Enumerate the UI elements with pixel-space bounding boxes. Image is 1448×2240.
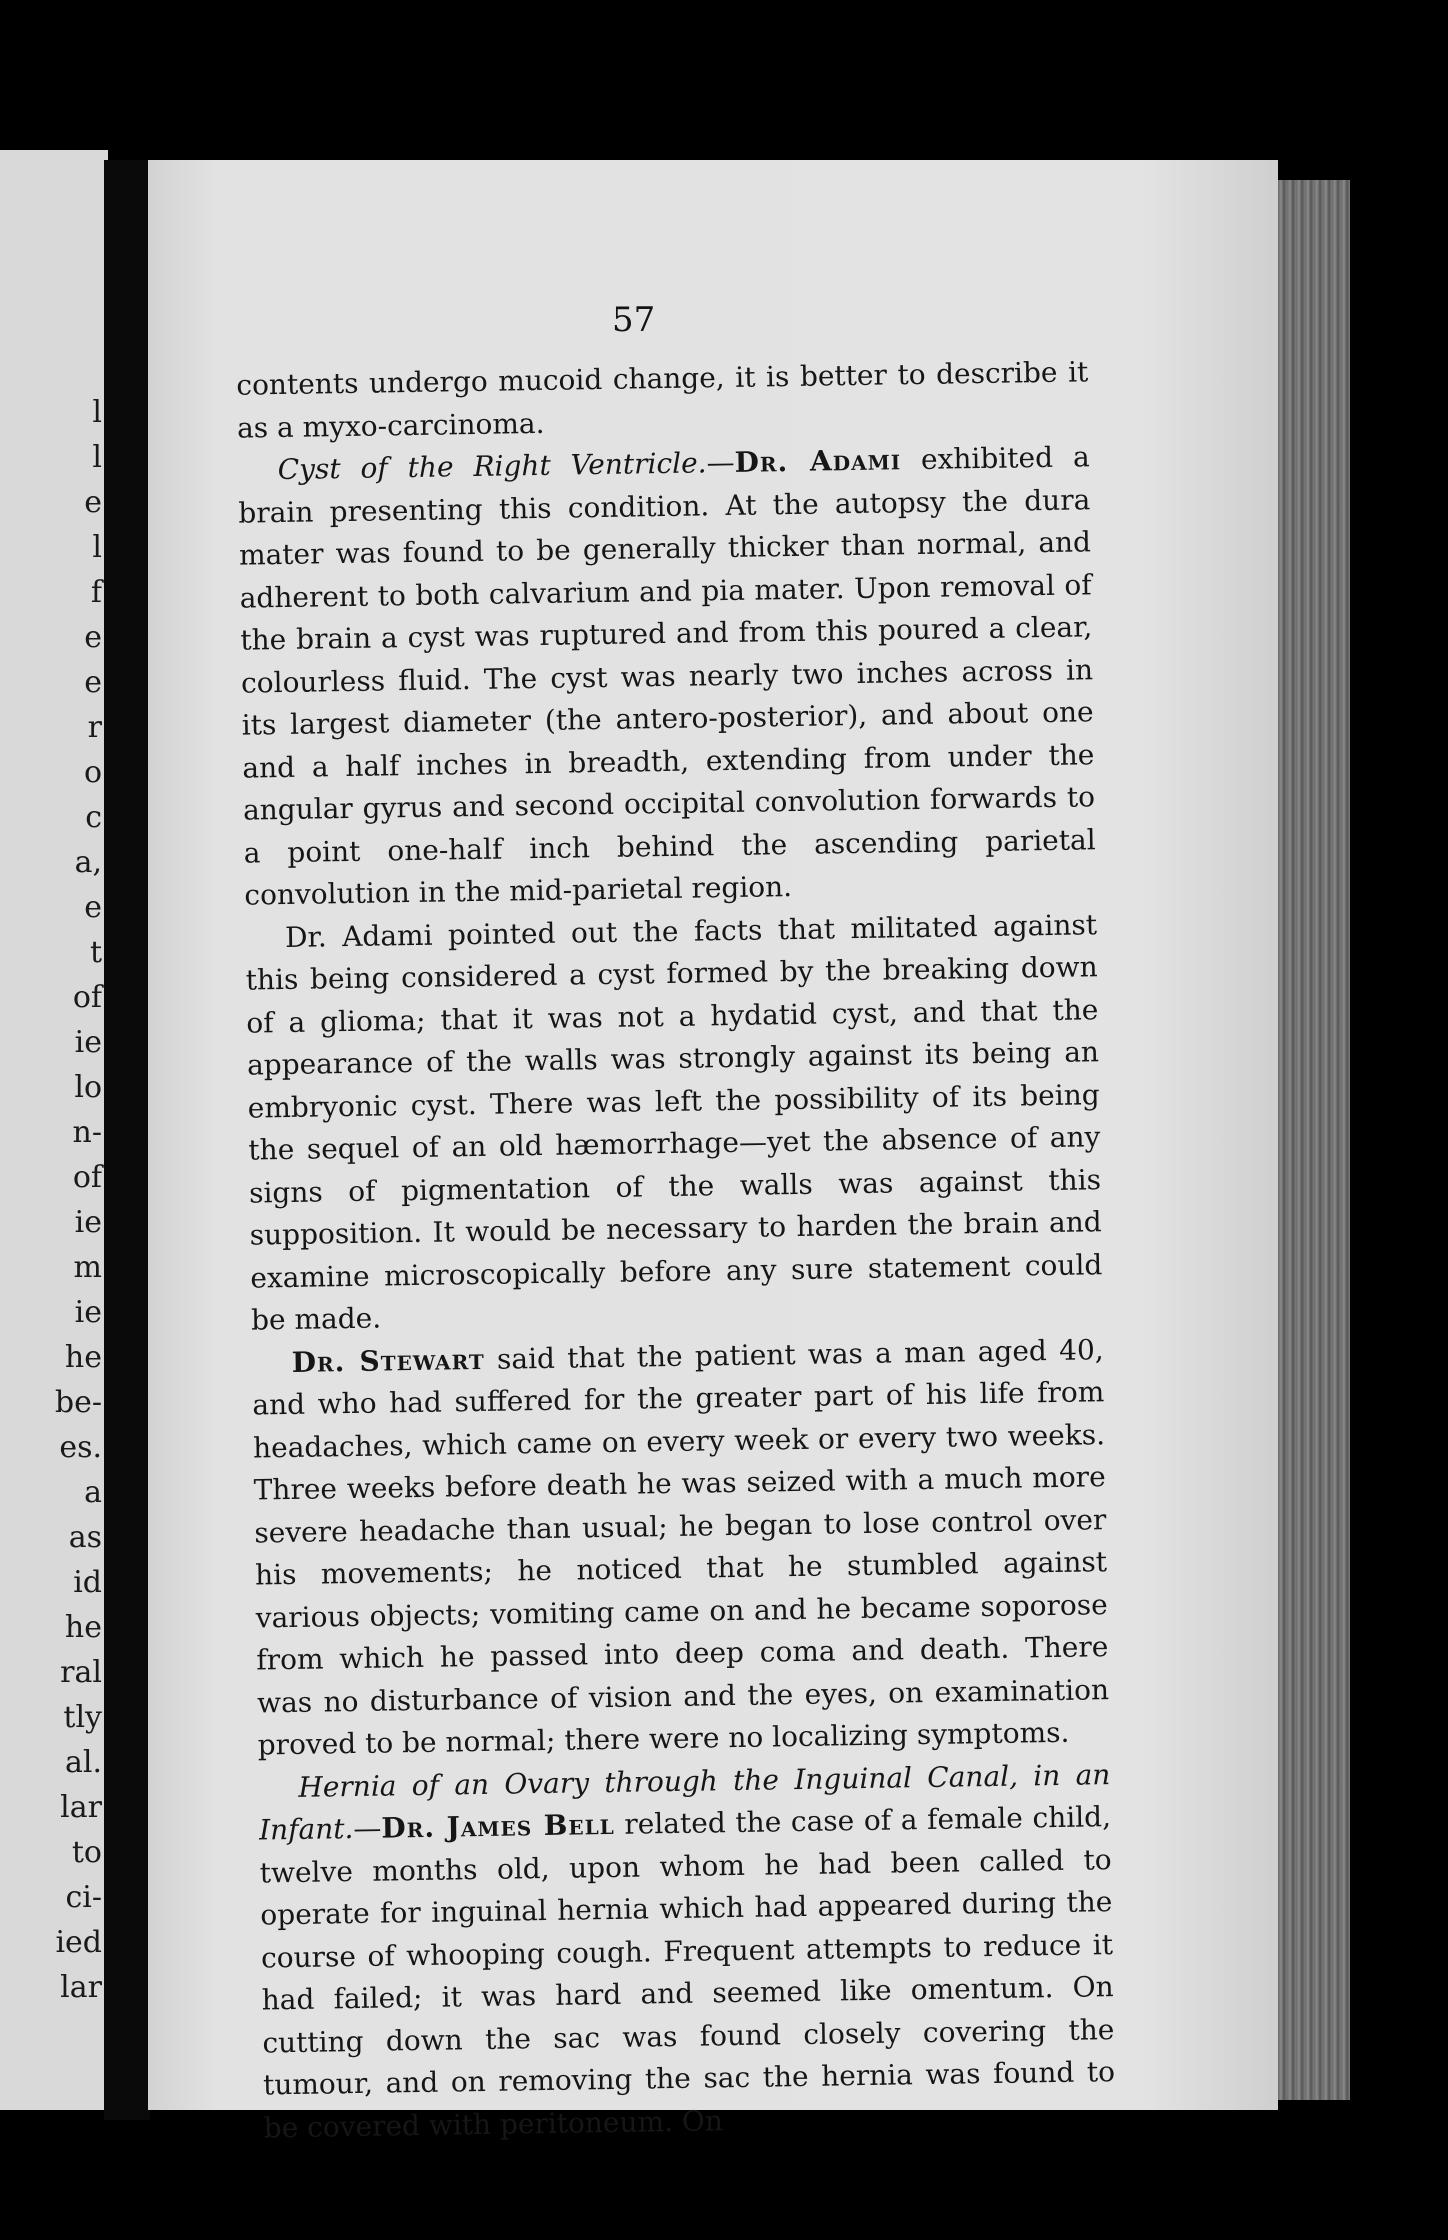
facing-page-fragment: ie: [74, 1205, 102, 1240]
facing-page-fragment: l: [92, 530, 102, 565]
facing-page-fragment: al.: [64, 1745, 102, 1780]
facing-page-fragment: of: [72, 1160, 102, 1195]
paragraph-2: [237, 436, 1096, 917]
section-heading-hernia: Hernia of an Ovary through the Inguinal Canal, in an Infant.: [258, 1757, 1111, 1847]
facing-page-fragment: c: [85, 800, 102, 835]
facing-page-fragment: t: [89, 935, 102, 970]
facing-page-fragment: be-: [54, 1385, 102, 1420]
facing-page-fragment: lo: [74, 1070, 102, 1105]
page-edges: [1278, 180, 1350, 2100]
heading-dash: —: [353, 1811, 382, 1846]
speaker-name: Dr. James Bell: [381, 1807, 615, 1845]
facing-page-fragment: he: [64, 1340, 102, 1375]
facing-page-fragment: r: [87, 710, 102, 745]
facing-page-fragment: ral: [60, 1655, 102, 1690]
binding-gutter: [104, 160, 150, 2120]
facing-page-fragment: e: [84, 620, 102, 655]
paragraph-5: [258, 1754, 1116, 2150]
facing-page-fragment: of: [72, 980, 102, 1015]
facing-page-fragment: lar: [60, 1970, 102, 2005]
facing-page-fragment: ci-: [65, 1880, 102, 1915]
speaker-name: Dr. Adami: [734, 443, 902, 479]
facing-page-fragment: a: [84, 1475, 102, 1510]
facing-page-fragment: to: [71, 1835, 102, 1870]
facing-page-fragment: n-: [72, 1115, 102, 1150]
paragraph-3: Dr. Adami pointed out the facts that militated against this being considered a cyst formed by the breaking down of a glioma; that it was not a hydatid cyst, and that the appearance of the walls was strongly against its being an embryonic cyst. There was left the possibility of its being the sequel of an old hæmorrhage—yet the absence of any signs of pigmentation of the walls was against this supposition. It would be necessary to harden the brain and examine microscopically before any sure statement could be made.: [245, 907, 1103, 1337]
facing-page-fragment: id: [73, 1565, 102, 1600]
facing-page-fragment: he: [64, 1610, 102, 1645]
page-number: 57: [612, 300, 656, 340]
facing-page-fragment: as: [68, 1520, 102, 1555]
facing-page-fragment: e: [84, 485, 102, 520]
facing-page-fragment: e: [84, 890, 102, 925]
body-text: [236, 351, 1116, 2149]
paragraph-2-text: exhibited a brain presenting this condition. At the autopsy the dura mater was found to be generally thicker than normal, and adherent to both calvarium and pia mater. Upon removal of the brain a cyst was ruptured and from this poured a clear, colourless fluid. The cyst was nearly two inches across in its largest diameter (the antero-posterior), and about one and a half inches in breadth, extending from under the angular gyrus and second occipital convolution forwards to a point one-half inch behind the ascending parietal convolution in the mid-parietal region.: [238, 440, 1096, 912]
facing-page-fragment: es.: [59, 1430, 102, 1465]
facing-page-fragment: m: [73, 1250, 102, 1285]
facing-page-fragment: ied: [55, 1925, 102, 1960]
facing-page-fragment: ie: [74, 1295, 102, 1330]
paragraph-4-text: said that the patient was a man aged 40, and who had suffered for the greater part of his life from headaches, which came on every week or every two weeks. Three weeks before death he was seized with a much more severe headache than usual; he began to lose control over his movements; he noticed that he stumbled against various objects; vomiting came on and he became soporose from which he passed into deep coma and death. There was no disturbance of vision and the eyes, on examination proved to be normal; there were no localizing symptoms.: [252, 1332, 1110, 1762]
paragraph-1: contents undergo mucoid change, it is better to describe it as a myxo-carcinoma.: [236, 355, 1089, 445]
facing-page-fragment: o: [83, 755, 102, 790]
facing-page-fragment: lar: [60, 1790, 102, 1825]
facing-page-fragment: a,: [74, 845, 102, 880]
facing-page-fragment: ie: [74, 1025, 102, 1060]
heading-dash: —: [706, 445, 735, 480]
facing-page-strip: [0, 150, 108, 2110]
facing-page-fragment: tly: [63, 1700, 102, 1735]
facing-page-fragment: e: [84, 665, 102, 700]
section-heading-cyst: Cyst of the Right Ventricle.: [277, 446, 707, 487]
speaker-name: Dr. Stewart: [291, 1342, 485, 1379]
facing-page-fragment: l: [92, 440, 102, 475]
facing-page-fragment: f: [90, 575, 102, 610]
paragraph-4: [251, 1329, 1110, 1767]
paragraph-5-text: related the case of a female child, twelve months old, upon whom he had been called to operate for inguinal hernia which had appeared during the course of whooping cough. Frequent attempts to reduce it had failed; it was hard and seemed like omentum. On cutting down the sac was found closely covering the tumour, and on removing the sac the hernia was found to be covered with peritoneum. On: [259, 1800, 1116, 2144]
facing-page-fragment: l: [92, 395, 102, 430]
